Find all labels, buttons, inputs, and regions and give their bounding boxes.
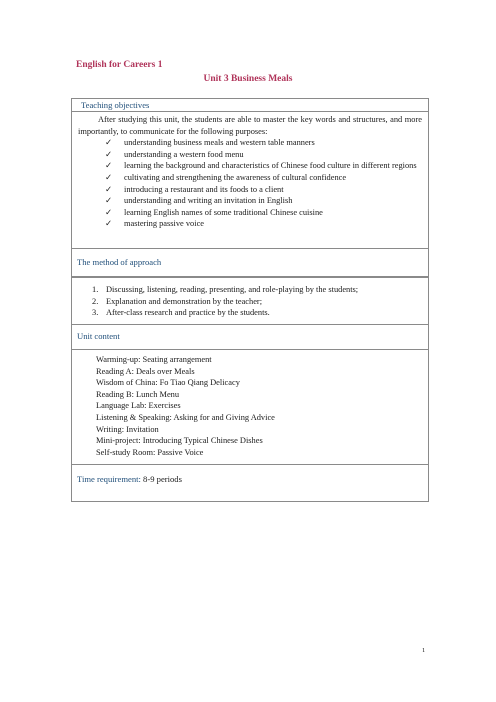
check-icon: ✓ xyxy=(105,195,113,206)
page-number: 1 xyxy=(422,647,426,654)
unit-content-item: Mini-project: Introducing Typical Chinese Dishes xyxy=(96,436,263,446)
unit-content-cell xyxy=(72,350,428,465)
time-requirement-value: 8-9 periods xyxy=(143,474,182,484)
unit-content-item: Warming-up: Seating arrangement xyxy=(96,355,212,364)
teaching-objectives-cell xyxy=(72,112,428,249)
method-cell xyxy=(72,278,428,325)
check-icon: ✓ xyxy=(105,160,113,171)
unit-content-item: Self-study Room: Passive Voice xyxy=(96,447,204,457)
method-item: 2. Explanation and demonstration by the teacher; xyxy=(92,296,263,306)
objective-item: ✓ cultivating and strengthening the awareness of cultural confidence xyxy=(105,171,347,182)
content-table xyxy=(71,277,429,502)
check-icon: ✓ xyxy=(105,206,113,217)
unit-content-list xyxy=(72,354,428,458)
objective-item: ✓ learning English names of some traditional Chinese cuisine xyxy=(105,206,323,217)
unit-content-item: Listening & Speaking: Asking for and Giving Advice xyxy=(96,412,275,422)
unit-content-item: Wisdom of China: Fo Tiao Qiang Delicacy xyxy=(96,378,240,388)
objective-item: ✓ mastering passive voice xyxy=(105,218,205,229)
method-item: 1. Discussing, listening, reading, presenting, and role-playing by the students; xyxy=(92,285,359,294)
unit-content-item: Language Lab: Exercises xyxy=(96,401,181,411)
method-item: 3. After-class research and practice by the students. xyxy=(92,308,270,318)
check-icon: ✓ xyxy=(105,183,113,194)
unit-content-item: Reading B: Lunch Menu xyxy=(96,389,180,399)
objectives-table xyxy=(71,98,429,277)
objectives-list xyxy=(72,137,428,230)
time-requirement-row xyxy=(72,465,428,501)
unit-title: Unit 3 Business Meals xyxy=(203,74,293,84)
unit-content-item: Reading A: Deals over Meals xyxy=(96,366,195,376)
method-list xyxy=(72,284,428,319)
teaching-objectives-heading: Teaching objectives xyxy=(72,99,428,112)
objective-item: ✓ understanding and writing an invitation in English xyxy=(105,195,293,206)
check-icon: ✓ xyxy=(105,218,113,229)
unit-content-item: Writing: Invitation xyxy=(96,424,159,434)
objectives-intro: After studying this unit, the students are able to master the key words and structures, and more importantly, to communicate for the following purposes: xyxy=(78,115,422,136)
method-heading: The method of approach xyxy=(72,249,428,277)
check-icon: ✓ xyxy=(105,137,113,148)
check-icon: ✓ xyxy=(105,148,113,159)
course-title: English for Careers 1 xyxy=(76,60,163,70)
check-icon: ✓ xyxy=(105,171,113,182)
time-requirement-heading: Time requirement: xyxy=(77,474,141,484)
objective-item: ✓ understanding business meals and western table manners xyxy=(105,137,315,148)
unit-content-heading: Unit content xyxy=(72,325,428,350)
objective-item: ✓ understanding a western food menu xyxy=(105,148,244,159)
objective-item: ✓ introducing a restaurant and its foods to a client xyxy=(105,183,284,194)
objective-item: ✓ learning the background and characteristics of Chinese food culture in different regions xyxy=(105,160,417,171)
